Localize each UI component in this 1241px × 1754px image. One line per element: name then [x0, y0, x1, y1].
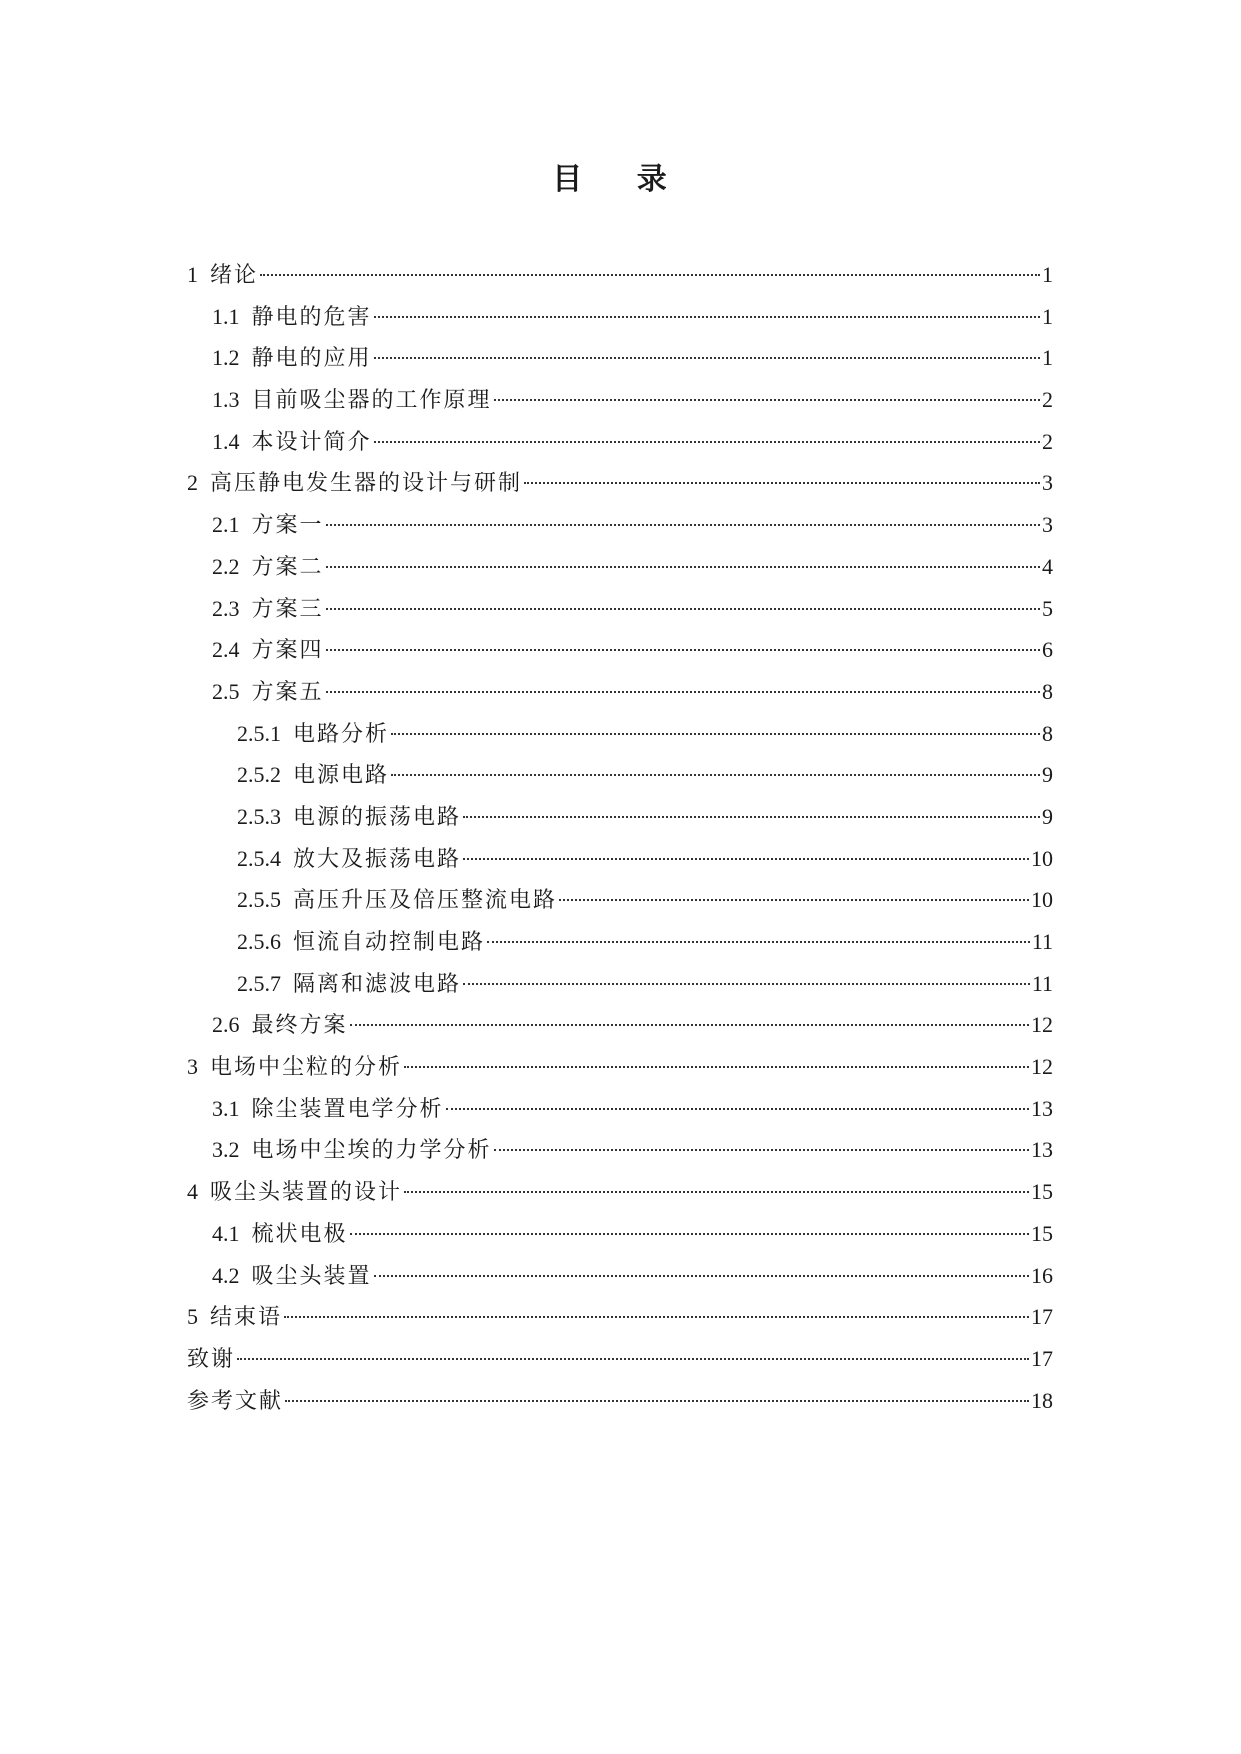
toc-entry[interactable] [187, 963, 1053, 1005]
toc-number: 1.3 [212, 387, 240, 413]
toc-leader [284, 1316, 1029, 1318]
toc-number: 4.2 [212, 1262, 240, 1288]
toc-leader [494, 1149, 1029, 1151]
toc-leader [391, 733, 1040, 735]
toc-leader [350, 1024, 1029, 1026]
toc-leader [374, 1275, 1029, 1277]
toc-number: 2.5.1 [237, 720, 281, 746]
toc-title: 目前吸尘器的工作原理 [251, 388, 492, 414]
toc-page-number: 13 [1031, 1137, 1053, 1163]
toc-page-number: 17 [1031, 1345, 1053, 1371]
toc-page-number: 8 [1042, 678, 1053, 704]
toc-leader [404, 1066, 1029, 1068]
toc-page-number: 2 [1042, 387, 1053, 413]
toc-entry[interactable] [187, 838, 1053, 880]
toc-leader [463, 983, 1030, 985]
toc-number: 2.4 [212, 637, 240, 663]
toc-leader [326, 524, 1040, 526]
toc-entry[interactable] [187, 713, 1053, 755]
toc-entry[interactable] [187, 1046, 1053, 1088]
toc-page-number: 4 [1042, 553, 1053, 579]
toc-entry[interactable] [187, 1380, 1053, 1422]
toc-entry[interactable] [187, 546, 1053, 588]
toc-leader [494, 399, 1040, 401]
toc-page-number: 9 [1042, 762, 1053, 788]
toc-page-number: 10 [1031, 887, 1053, 913]
toc-title: 隔离和滤波电路 [293, 971, 462, 997]
toc-leader [463, 858, 1029, 860]
toc-title: 高压静电发生器的设计与研制 [210, 471, 523, 497]
toc-title: 方案四 [251, 638, 324, 664]
toc-number: 3.2 [212, 1137, 240, 1163]
toc-leader [326, 608, 1040, 610]
page-title: 目 录 [552, 162, 689, 197]
toc-page-number: 11 [1031, 929, 1053, 954]
toc-title: 电源电路 [293, 763, 390, 789]
toc-page-number: 5 [1042, 595, 1053, 621]
toc-page-number: 1 [1042, 262, 1053, 287]
toc-number: 2.5.6 [237, 929, 281, 954]
toc-number: 1.2 [212, 345, 240, 371]
toc-page-number: 15 [1031, 1179, 1053, 1205]
toc-leader [350, 1233, 1029, 1235]
toc-page-number: 2 [1042, 428, 1053, 454]
toc-entry[interactable] [187, 1296, 1053, 1338]
toc-number: 2.2 [212, 553, 240, 579]
toc-number: 2.1 [212, 512, 240, 538]
toc-number: 4 [187, 1179, 198, 1205]
toc-title: 绪论 [210, 263, 259, 288]
toc-page-number: 1 [1042, 303, 1053, 329]
toc-page-number: 1 [1042, 345, 1053, 371]
toc-title: 恒流自动控制电路 [293, 930, 486, 955]
table-of-contents [187, 254, 1053, 1421]
toc-entry[interactable] [187, 504, 1053, 546]
toc-entry[interactable] [187, 254, 1053, 296]
toc-number: 2.5.4 [237, 845, 281, 871]
toc-number: 2.5.7 [237, 970, 281, 996]
toc-number: 1.1 [212, 303, 240, 329]
toc-number: 1 [187, 262, 198, 287]
toc-entry[interactable] [187, 462, 1053, 504]
toc-title: 参考文献 [187, 1388, 284, 1414]
toc-entry[interactable] [187, 629, 1053, 671]
toc-title: 除尘装置电学分析 [251, 1096, 444, 1122]
toc-entry[interactable] [187, 1213, 1053, 1255]
toc-number: 2.5.2 [237, 762, 281, 788]
toc-leader [326, 566, 1040, 568]
toc-entry[interactable] [187, 1088, 1053, 1130]
toc-title: 吸尘头装置 [251, 1263, 372, 1289]
toc-number: 2.5.3 [237, 803, 281, 829]
toc-number: 3.1 [212, 1095, 240, 1121]
toc-leader [487, 941, 1030, 943]
toc-number: 2.6 [212, 1012, 240, 1038]
toc-title: 结束语 [210, 1305, 283, 1331]
toc-title: 方案五 [251, 679, 324, 705]
toc-leader [463, 816, 1040, 818]
toc-leader [326, 691, 1040, 693]
toc-entry[interactable] [187, 671, 1053, 713]
toc-page-number: 12 [1031, 1012, 1053, 1038]
toc-leader [374, 441, 1040, 443]
toc-entry[interactable] [187, 296, 1053, 338]
toc-number: 2.5 [212, 678, 240, 704]
toc-page-number: 12 [1031, 1054, 1053, 1080]
toc-page-number: 16 [1031, 1262, 1053, 1288]
toc-leader [374, 316, 1040, 318]
toc-page-number: 17 [1031, 1304, 1053, 1330]
toc-entry[interactable] [187, 1338, 1053, 1380]
toc-title: 电路分析 [293, 721, 390, 747]
toc-entry[interactable] [187, 754, 1053, 796]
toc-title: 电场中尘埃的力学分析 [251, 1138, 492, 1164]
toc-title: 致谢 [187, 1346, 236, 1372]
toc-page-number: 18 [1031, 1387, 1053, 1413]
toc-title: 梳状电极 [251, 1221, 348, 1247]
toc-title: 吸尘头装置的设计 [210, 1180, 403, 1206]
toc-entry[interactable] [187, 421, 1053, 463]
toc-entry[interactable] [187, 379, 1053, 421]
toc-leader [446, 1108, 1029, 1110]
toc-page-number: 8 [1042, 720, 1053, 746]
toc-title: 方案三 [251, 596, 324, 622]
toc-entry[interactable] [187, 1004, 1053, 1046]
toc-entry[interactable] [187, 921, 1053, 963]
toc-title: 方案二 [251, 554, 324, 580]
toc-page-number: 3 [1042, 512, 1053, 538]
toc-number: 4.1 [212, 1220, 240, 1246]
toc-title: 高压升压及倍压整流电路 [293, 888, 558, 914]
toc-entry[interactable] [187, 588, 1053, 630]
toc-page-number: 9 [1042, 803, 1053, 829]
toc-number: 1.4 [212, 428, 240, 454]
toc-leader [285, 1400, 1029, 1402]
toc-title: 电源的振荡电路 [293, 804, 462, 830]
toc-number: 5 [187, 1304, 198, 1330]
toc-number: 2.5.5 [237, 887, 281, 913]
toc-page-number: 15 [1031, 1220, 1053, 1246]
toc-page-number: 11 [1031, 970, 1053, 996]
toc-leader [237, 1358, 1029, 1360]
toc-title: 本设计简介 [251, 429, 372, 455]
toc-leader [559, 899, 1029, 901]
toc-page-number: 10 [1031, 845, 1053, 871]
toc-entry[interactable] [187, 796, 1053, 838]
toc-leader [391, 774, 1040, 776]
toc-leader [260, 274, 1040, 276]
toc-leader [326, 649, 1040, 651]
toc-number: 3 [187, 1054, 198, 1080]
toc-entry[interactable] [187, 337, 1053, 379]
toc-entry[interactable] [187, 1129, 1053, 1171]
toc-page-number: 3 [1042, 470, 1053, 496]
toc-entry[interactable] [187, 1171, 1053, 1213]
toc-number: 2.3 [212, 595, 240, 621]
toc-page-number: 13 [1031, 1095, 1053, 1121]
toc-page-number: 6 [1042, 637, 1053, 663]
toc-title: 放大及振荡电路 [293, 846, 462, 872]
toc-entry[interactable] [187, 1255, 1053, 1297]
toc-leader [404, 1191, 1029, 1193]
toc-title: 电场中尘粒的分析 [210, 1055, 403, 1081]
toc-entry[interactable] [187, 879, 1053, 921]
toc-number: 2 [187, 470, 198, 496]
toc-title: 静电的危害 [251, 304, 372, 330]
toc-title: 静电的应用 [251, 346, 372, 372]
toc-leader [524, 482, 1040, 484]
toc-title: 最终方案 [251, 1013, 348, 1039]
toc-title: 方案一 [251, 513, 324, 539]
toc-leader [374, 357, 1040, 359]
